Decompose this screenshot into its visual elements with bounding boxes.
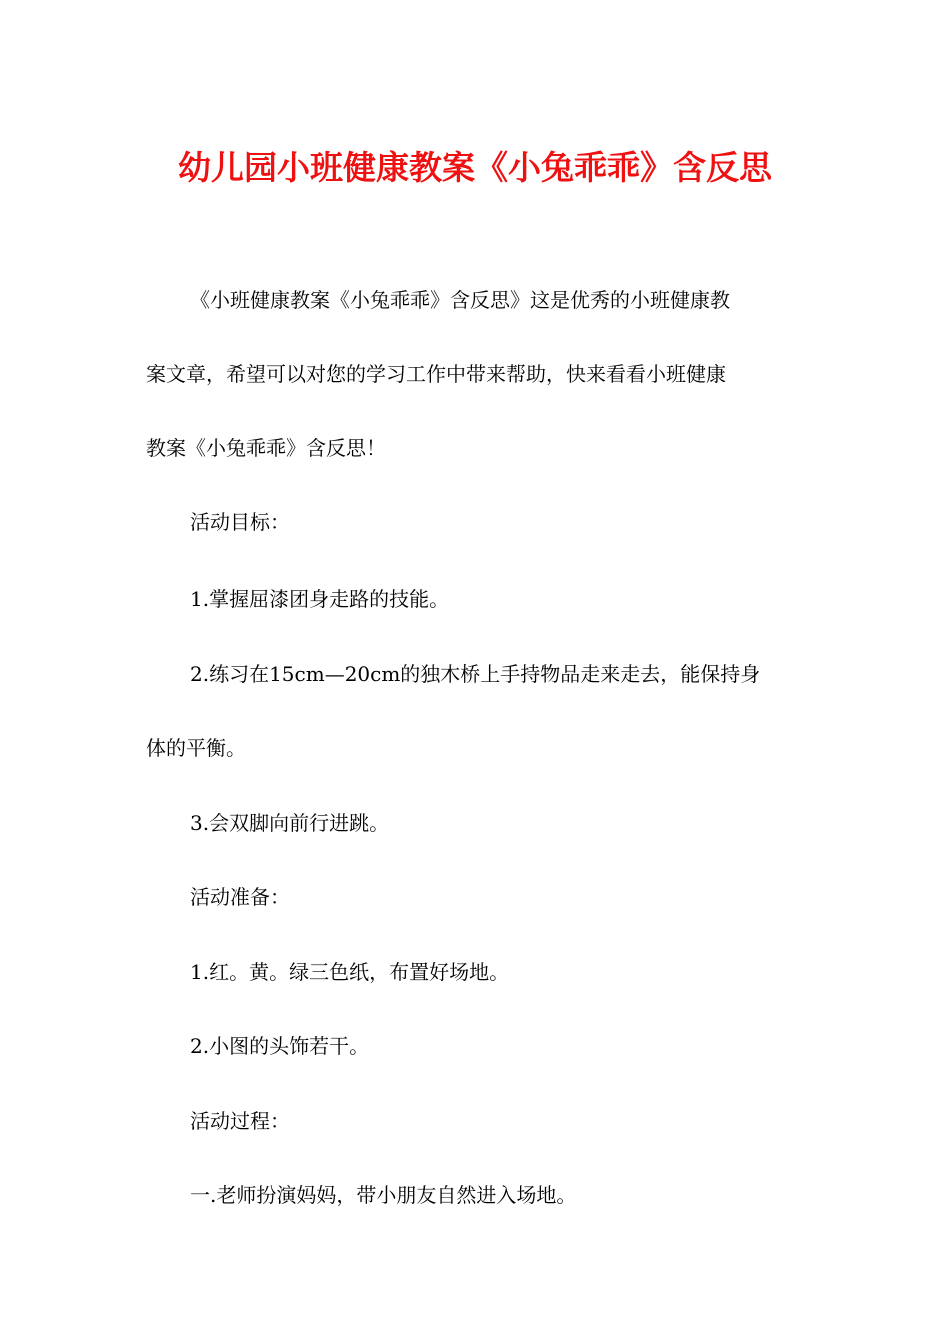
paragraph-line: 体的平衡。 xyxy=(146,736,246,760)
paragraph-line: 2.练习在15cm—20cm的独木桥上手持物品走来走去，能保持身 xyxy=(190,662,761,686)
paragraph-line: 2.小图的头饰若干。 xyxy=(190,1034,370,1058)
paragraph-line: 《小班健康教案《小兔乖乖》含反思》这是优秀的小班健康教 xyxy=(190,288,730,312)
paragraph-line: 教案《小兔乖乖》含反思！ xyxy=(146,436,386,460)
paragraph-line: 一.老师扮演妈妈，带小朋友自然进入场地。 xyxy=(190,1183,577,1207)
paragraph-line: 3.会双脚向前行进跳。 xyxy=(190,811,390,835)
paragraph-line: 案文章，希望可以对您的学习工作中带来帮助，快来看看小班健康 xyxy=(146,362,726,386)
document-title: 幼儿园小班健康教案《小兔乖乖》含反思 xyxy=(178,148,772,187)
section-heading: 活动目标： xyxy=(190,510,290,534)
section-heading: 活动过程： xyxy=(190,1109,290,1133)
section-heading: 活动准备： xyxy=(190,885,290,909)
paragraph-line: 1.红。黄。绿三色纸，布置好场地。 xyxy=(190,960,510,984)
paragraph-line: 1.掌握屈漆团身走路的技能。 xyxy=(190,587,450,611)
